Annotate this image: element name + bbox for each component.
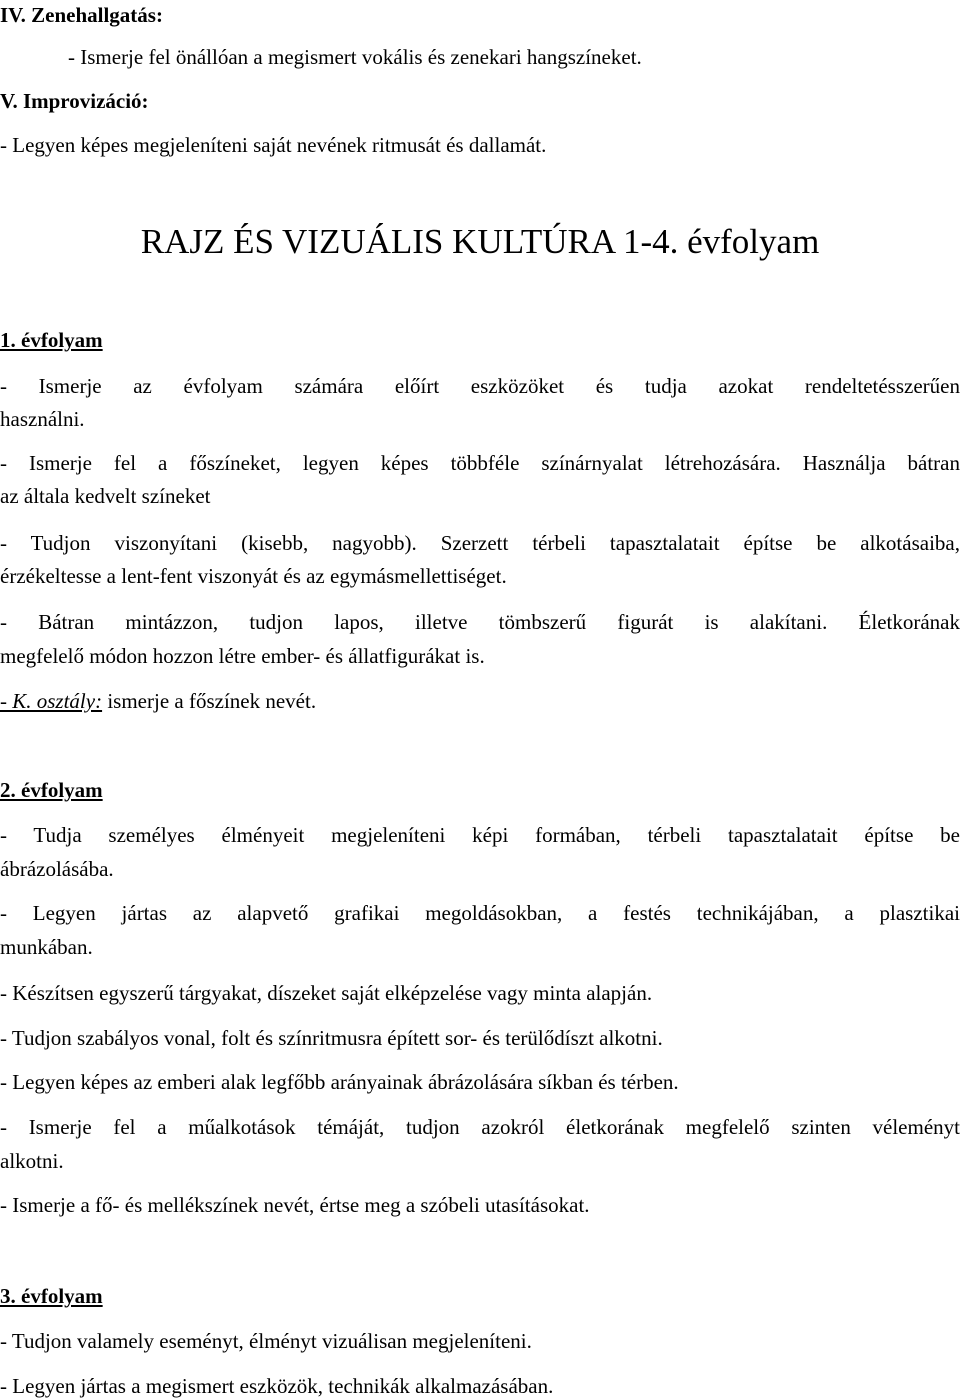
grade-heading-3: 3. évfolyam xyxy=(0,1284,103,1308)
page-title: RAJZ ÉS VIZUÁLIS KULTÚRA 1-4. évfolyam xyxy=(140,222,820,261)
text-line: - Ismerje fel önállóan a megismert vokális és zenekari hangszíneket. xyxy=(68,45,642,69)
section-heading-improvizacio: V. Improvizáció: xyxy=(0,89,149,113)
text-line: érzékeltesse a lent-fent viszonyát és az egymásmellettiséget. xyxy=(0,564,507,588)
text-line: ábrázolásába. xyxy=(0,857,114,881)
text-line: megfelelő módon hozzon létre ember- és állatfigurákat is. xyxy=(0,644,485,668)
text-line: - Készítsen egyszerű tárgyakat, díszeket saját elképzelése vagy minta alapján. xyxy=(0,981,653,1005)
text-line: az általa kedvelt színeket xyxy=(0,484,211,508)
text-line: alkotni. xyxy=(0,1149,64,1173)
text-line: - Tudjon szabályos vonal, folt és színritmusra épített sor- és terülődíszt alkotni. xyxy=(0,1026,663,1050)
text-line: munkában. xyxy=(0,935,93,959)
section-heading-zenehallgatas: IV. Zenehallgatás: xyxy=(0,3,163,27)
text-line: - Legyen jártas az alapvető grafikai megoldásokban, a festés technikájában, a plasztikai xyxy=(0,901,960,925)
kclass-line xyxy=(0,688,960,714)
text-line: - Bátran mintázzon, tudjon lapos, illetve tömbszerű figurát is alakítani. Életkorának xyxy=(0,610,960,634)
text-line: - Ismerje az évfolyam számára előírt eszközöket és tudja azokat rendeltetésszerűen xyxy=(0,374,960,398)
text-line: - Tudja személyes élményeit megjeleníteni képi formában, térbeli tapasztalatait építse be xyxy=(0,823,960,847)
text-line: - Tudjon viszonyítani (kisebb, nagyobb). Szerzett térbeli tapasztalatait építse be alkotásaiba, xyxy=(0,531,960,555)
grade-heading-1: 1. évfolyam xyxy=(0,328,103,352)
kclass-text: ismerje a főszínek nevét. xyxy=(102,689,317,713)
text-line: - Legyen képes az emberi alak legfőbb arányainak ábrázolására síkban és térben. xyxy=(0,1070,679,1094)
text-line: - Ismerje a fő- és mellékszínek nevét, értse meg a szóbeli utasításokat. xyxy=(0,1193,590,1217)
grade-heading-2: 2. évfolyam xyxy=(0,778,103,802)
text-line: - Ismerje fel a főszíneket, legyen képes többféle színárnyalat létrehozására. Használja bátran xyxy=(0,451,960,475)
kclass-label: - K. osztály: xyxy=(0,689,103,713)
text-line: - Legyen jártas a megismert eszközök, technikák alkalmazásában. xyxy=(0,1374,554,1398)
text-line: használni. xyxy=(0,407,85,431)
text-line: - Ismerje fel a műalkotások témáját, tudjon azokról életkorának megfelelő szinten véleményt xyxy=(0,1115,960,1139)
text-line: - Tudjon valamely eseményt, élményt vizuálisan megjeleníteni. xyxy=(0,1329,532,1353)
text-line: - Legyen képes megjeleníteni saját nevének ritmusát és dallamát. xyxy=(0,133,547,157)
